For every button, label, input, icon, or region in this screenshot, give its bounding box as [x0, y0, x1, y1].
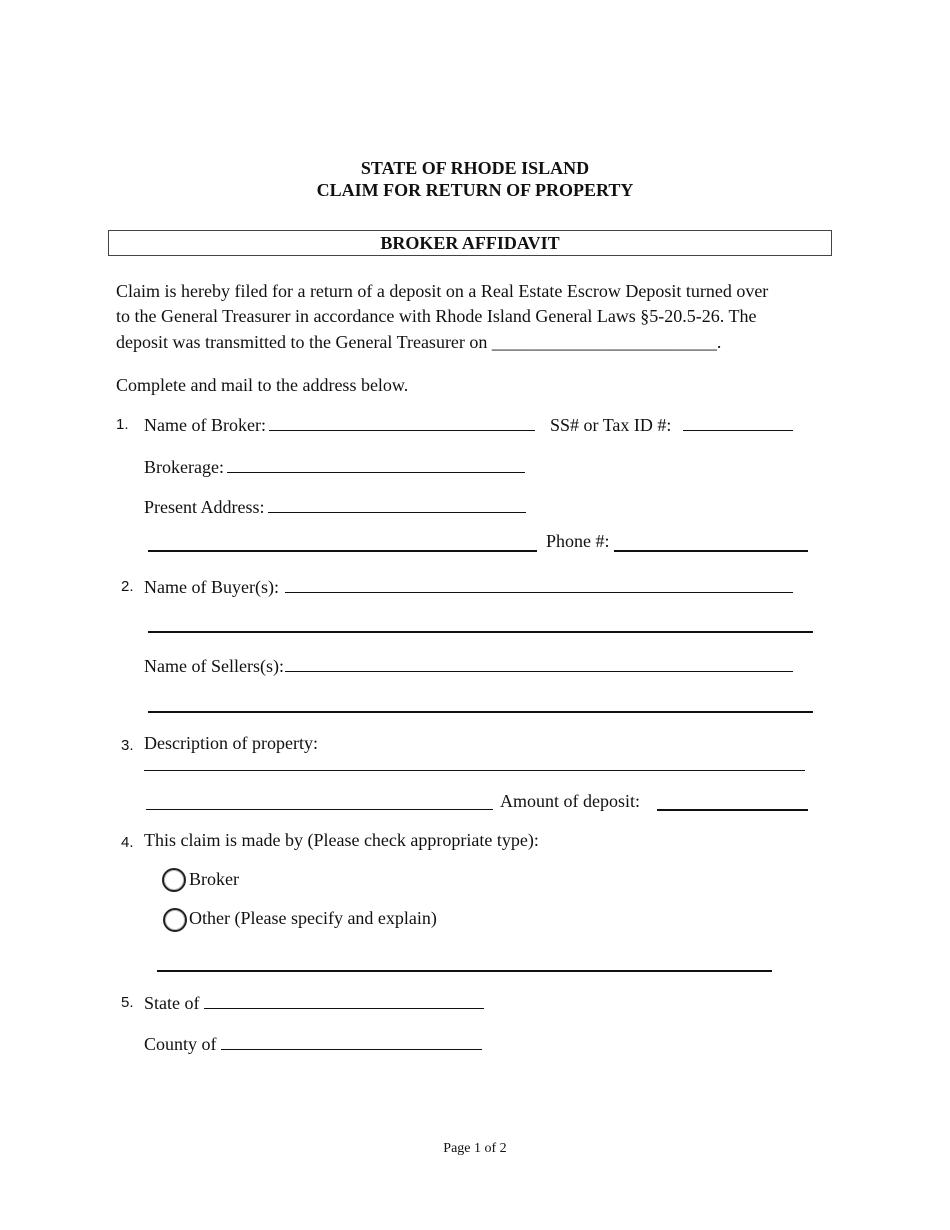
instruction-text: Complete and mail to the address below. — [116, 375, 409, 395]
broker-radio[interactable] — [162, 868, 186, 892]
section-title-broker-affidavit: BROKER AFFIDAVIT — [108, 230, 832, 256]
state-line[interactable] — [204, 990, 484, 1009]
county-label: County of — [144, 1034, 217, 1054]
item-number-2: 2. — [121, 578, 134, 595]
form-title-state: STATE OF RHODE ISLAND — [360, 158, 590, 178]
description-continuation-line[interactable] — [146, 791, 493, 810]
county-line[interactable] — [221, 1031, 482, 1050]
page-number: Page 1 of 2 — [443, 1141, 507, 1156]
broker-name-field[interactable] — [144, 412, 535, 436]
intro-line-3: deposit was transmitted to the General Treasurer on _________________________. — [116, 332, 722, 352]
description-label: Description of property: — [144, 733, 318, 753]
buyers-label: Name of Buyer(s): — [144, 577, 279, 597]
item-number-3: 3. — [121, 737, 134, 754]
tax-id-line[interactable] — [683, 412, 793, 431]
present-address-label: Present Address: — [144, 497, 265, 517]
other-option-label: Other (Please specify and explain) — [189, 908, 437, 928]
tax-id-field[interactable] — [550, 412, 793, 436]
broker-name-line[interactable] — [269, 412, 535, 431]
buyers-continuation-line[interactable] — [148, 631, 813, 633]
phone-label: Phone #: — [546, 531, 610, 551]
other-radio[interactable] — [163, 908, 187, 932]
brokerage-field[interactable] — [144, 454, 525, 478]
intro-line-2: to the General Treasurer in accordance with Rhode Island General Laws §5-20.5-26. The — [116, 306, 757, 326]
sellers-label: Name of Sellers(s): — [144, 656, 284, 676]
present-address-line[interactable] — [268, 494, 526, 513]
phone-line[interactable] — [614, 550, 808, 552]
sellers-continuation-line[interactable] — [148, 711, 813, 713]
sellers-line[interactable] — [285, 653, 793, 672]
item-number-1: 1. — [116, 416, 129, 433]
sellers-field[interactable] — [144, 653, 793, 677]
item-number-4: 4. — [121, 834, 134, 851]
amount-label: Amount of deposit: — [500, 791, 640, 811]
address-continuation-line[interactable] — [148, 550, 537, 552]
other-explanation-line[interactable] — [157, 970, 772, 972]
state-field[interactable] — [144, 990, 484, 1014]
buyers-field[interactable] — [144, 574, 793, 598]
buyers-line[interactable] — [285, 574, 793, 593]
claim-type-label: This claim is made by (Please check appropriate type): — [144, 830, 539, 850]
form-title-claim: CLAIM FOR RETURN OF PROPERTY — [316, 180, 634, 200]
broker-name-label: Name of Broker: — [144, 415, 266, 435]
brokerage-label: Brokerage: — [144, 457, 224, 477]
present-address-field[interactable] — [144, 494, 526, 518]
brokerage-line[interactable] — [227, 454, 525, 473]
state-label: State of — [144, 993, 200, 1013]
county-field[interactable] — [144, 1031, 482, 1055]
tax-id-label: SS# or Tax ID #: — [550, 415, 672, 435]
intro-line-1: Claim is hereby filed for a return of a deposit on a Real Estate Escrow Deposit turned over — [116, 281, 769, 301]
item-number-5: 5. — [121, 994, 134, 1011]
amount-line[interactable] — [657, 809, 808, 811]
description-line[interactable] — [144, 752, 805, 771]
broker-option-label: Broker — [189, 869, 239, 889]
